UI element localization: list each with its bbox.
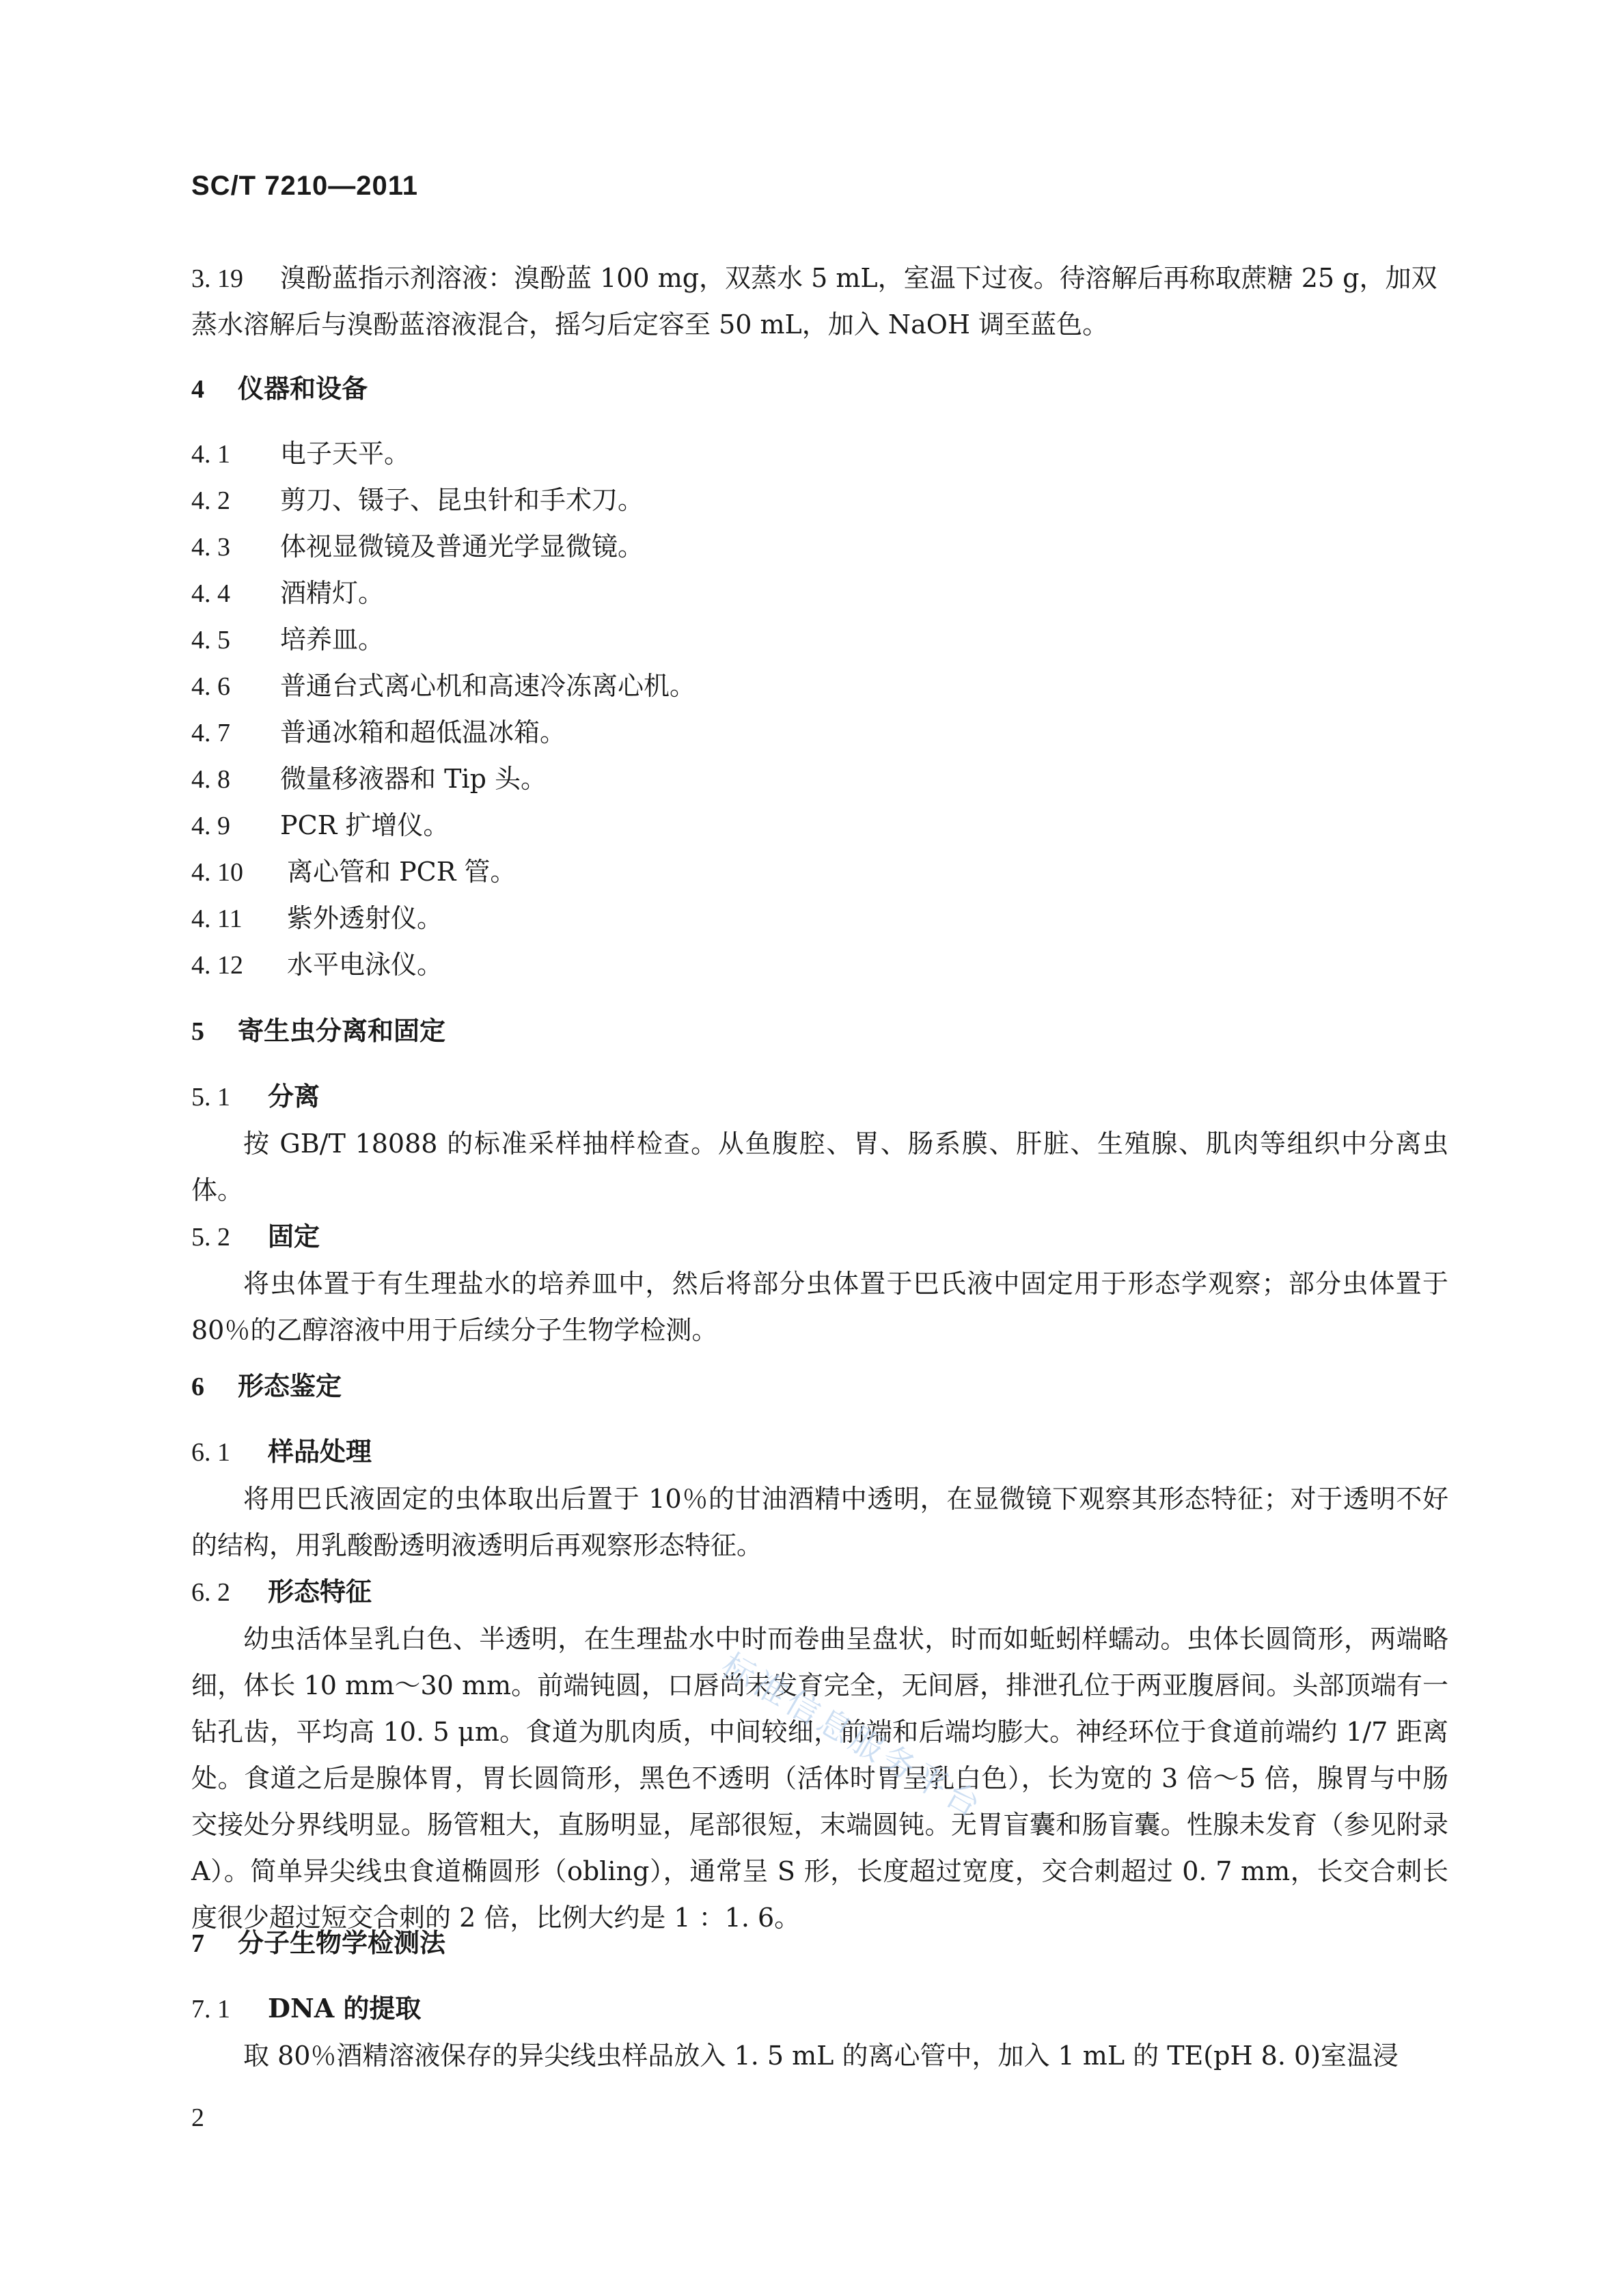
section-4-heading — [191, 373, 368, 404]
item-text: 离心管和 PCR 管。 — [287, 857, 517, 887]
section-7-heading — [191, 1927, 446, 1958]
subsection-title: 形态特征 — [268, 1576, 372, 1607]
section-title: 仪器和设备 — [238, 373, 368, 404]
section-number: 5 — [191, 1017, 204, 1046]
list-item — [191, 859, 516, 885]
clause-3-19-line-2 — [191, 309, 1109, 340]
clause-text: 溴酚蓝指示剂溶液：溴酚蓝 100 mg，双蒸水 5 mL，室温下过夜。待溶解后再称取蔗糖 25 g，加双 — [280, 263, 1437, 293]
subsection-5-2-heading — [191, 1221, 320, 1252]
section-5-heading — [191, 1015, 446, 1046]
item-text: 普通冰箱和超低温冰箱。 — [280, 717, 566, 747]
item-number: 4. 4 — [191, 579, 230, 608]
item-text: 紫外透射仪。 — [287, 903, 443, 933]
subsection-6-1-text: 将用巴氏液固定的虫体取出后置于 10％的甘油酒精中透明，在显微镜下观察其形态特征；对于透明不好的结构，用乳酸酚透明液透明后再观察形态特征。 — [191, 1484, 1448, 1560]
item-text: 电子天平。 — [280, 439, 411, 469]
item-number: 4. 10 — [191, 858, 243, 887]
item-number: 4. 7 — [191, 719, 230, 747]
item-text: 普通台式离心机和高速冷冻离心机。 — [280, 671, 696, 701]
watermark: 标准信息服务平台 — [715, 1646, 990, 1827]
subsection-7-1-text: 取 80％酒精溶液保存的异尖线虫样品放入 1. 5 mL 的离心管中，加入 1 mL 的 TE(pH 8. 0)室温浸 — [243, 2041, 1399, 2071]
subsection-number: 7. 1 — [191, 1995, 230, 2024]
section-title: 寄生虫分离和固定 — [238, 1015, 446, 1046]
subsection-5-1-heading — [191, 1081, 320, 1112]
item-number: 4. 6 — [191, 672, 230, 701]
list-item — [191, 673, 696, 700]
list-item — [191, 905, 443, 932]
section-number: 7 — [191, 1929, 204, 1958]
subsection-number: 5. 2 — [191, 1223, 230, 1252]
item-number: 4. 12 — [191, 951, 243, 980]
subsection-5-2-text: 将虫体置于有生理盐水的培养皿中，然后将部分虫体置于巴氏液中固定用于形态学观察；部分虫体置于 80％的乙醇溶液中用于后续分子生物学检测。 — [191, 1269, 1448, 1345]
subsection-number: 5. 1 — [191, 1083, 230, 1112]
clause-3-19-line-1 — [191, 265, 1437, 292]
item-number: 4. 8 — [191, 765, 230, 794]
item-text: 微量移液器和 Tip 头。 — [280, 764, 547, 794]
item-text: 剪刀、镊子、昆虫针和手术刀。 — [280, 485, 644, 515]
list-item — [191, 487, 644, 514]
list-item — [191, 580, 384, 607]
page-number: 2 — [191, 2103, 204, 2132]
subsection-title: 固定 — [268, 1221, 320, 1252]
subsection-number: 6. 2 — [191, 1578, 230, 1607]
subsection-5-1-text: 按 GB/T 18088 的标准采样抽样检查。从鱼腹腔、胃、肠系膜、肝脏、生殖腺、肌肉等组织中分离虫体。 — [191, 1129, 1448, 1205]
item-number: 4. 1 — [191, 440, 230, 469]
section-title: 形态鉴定 — [238, 1370, 342, 1401]
list-item — [191, 719, 566, 746]
section-6-heading — [191, 1370, 342, 1401]
item-number: 4. 2 — [191, 486, 230, 515]
document-code: SC/T 7210—2011 — [191, 171, 418, 201]
item-number: 4. 11 — [191, 905, 243, 933]
subsection-number: 6. 1 — [191, 1438, 230, 1467]
list-item — [191, 812, 449, 839]
subsection-6-2-heading — [191, 1576, 372, 1607]
list-item — [191, 766, 547, 792]
item-number: 4. 5 — [191, 626, 230, 654]
item-text: 酒精灯。 — [280, 578, 385, 608]
clause-number: 3. 19 — [191, 264, 243, 293]
item-text: 水平电泳仪。 — [287, 950, 443, 980]
item-text: 培养皿。 — [280, 624, 385, 654]
subsection-6-2-text: 幼虫活体呈乳白色、半透明，在生理盐水中时而卷曲呈盘状，时而如蚯蚓样蠕动。虫体长圆筒形，两端略细，体长 10 mm～30 mm。前端钝圆，口唇尚未发育完全，无间唇，排泄孔位于两亚腹唇间。头部顶端有一钻孔齿，平均高 10. 5 μm。食道为肌肉质，中间较细，前端和后端均膨大。神经环位于食道前端约 1/7 距离处。食道之后是腺体胃，胃长圆筒形，黑色不透明（活体时胃呈乳白色），长为宽的 3 倍～5 倍，腺胃与中肠交接处分界线明显。肠管粗大，直肠明显，尾部很短，末端圆钝。无胃盲囊和肠盲囊。性腺未发育（参见附录 A）。简单异尖线虫食道椭圆形（obling），通常呈 S 形，长度超过宽度，交合刺超过 0. 7 mm，长交合刺长度很少超过短交合刺的 2 倍，比例大约是 1 ：1. 6。 — [191, 1624, 1448, 1933]
item-number: 4. 3 — [191, 533, 230, 562]
list-item — [191, 534, 644, 560]
clause-text: 蒸水溶解后与溴酚蓝溶液混合，摇匀后定容至 50 mL，加入 NaOH 调至蓝色。 — [191, 309, 1109, 340]
item-text: PCR 扩增仪。 — [280, 810, 450, 840]
section-title: 分子生物学检测法 — [238, 1927, 446, 1958]
section-number: 6 — [191, 1372, 204, 1401]
item-number: 4. 9 — [191, 812, 230, 840]
item-text: 体视显微镜及普通光学显微镜。 — [280, 532, 644, 562]
list-item — [191, 952, 443, 978]
subsection-7-1-heading — [191, 1993, 422, 2024]
subsection-title: DNA 的提取 — [268, 1993, 422, 2024]
subsection-6-1-heading — [191, 1436, 372, 1467]
list-item — [191, 441, 410, 467]
list-item — [191, 626, 384, 653]
subsection-title: 样品处理 — [268, 1436, 372, 1467]
subsection-title: 分离 — [268, 1081, 320, 1112]
section-number: 4 — [191, 375, 204, 404]
